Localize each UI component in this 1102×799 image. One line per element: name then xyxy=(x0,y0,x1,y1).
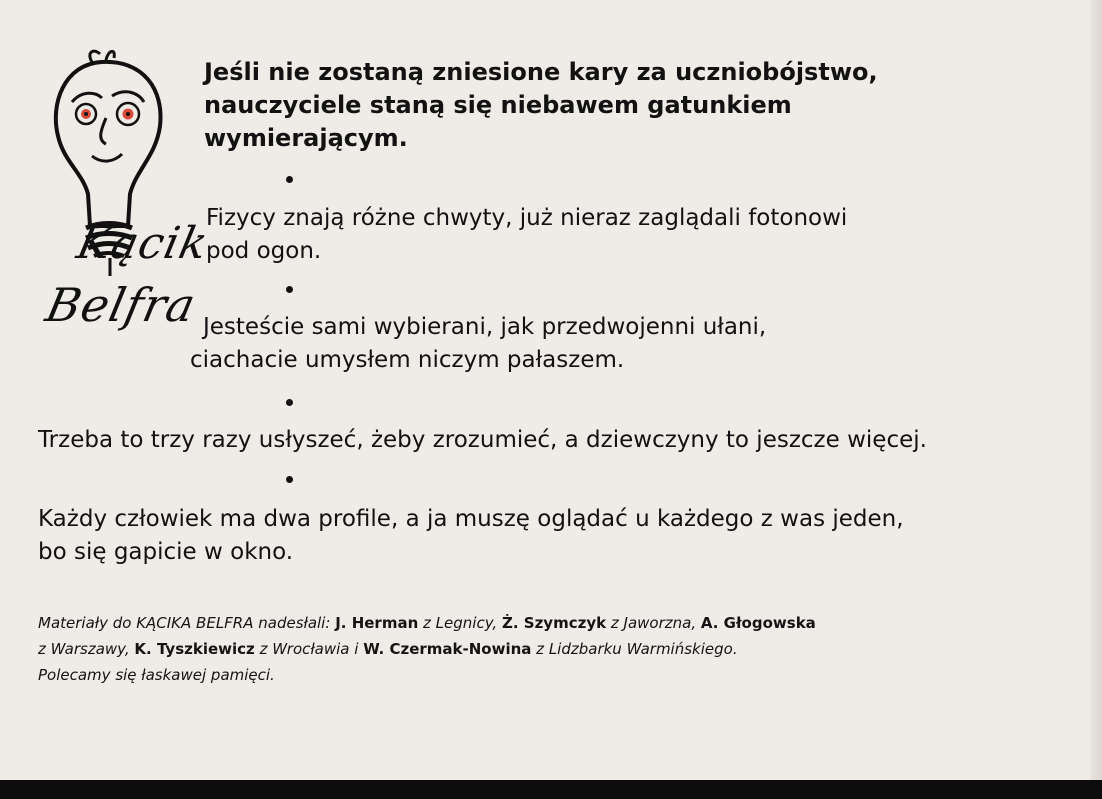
credits-line-2 xyxy=(38,636,1038,662)
quote-5 xyxy=(38,503,904,569)
separator-dot xyxy=(286,476,293,483)
contributor-place: z Jaworzna, xyxy=(610,614,697,632)
contributor-place: z Warszawy, xyxy=(38,640,130,658)
separator-dot xyxy=(286,286,293,293)
credits-line-1 xyxy=(38,610,1038,636)
quote-4 xyxy=(38,424,927,457)
adjacent-page-dark-photo xyxy=(1090,0,1102,799)
quote-3 xyxy=(190,311,767,377)
quote-4-line-1: Trzeba to trzy razy usłyszeć, żeby zrozumieć, a dziewczyny to jeszcze więcej. xyxy=(38,427,927,453)
quote-2-line-2: pod ogon. xyxy=(206,238,322,264)
quote-5-line-1: Każdy człowiek ma dwa profile, a ja muszę oglądać u każdego z was jeden, xyxy=(38,506,904,532)
contributor-place: z Lidzbarku Warmińskiego. xyxy=(536,640,738,658)
quote-3-line-1: Jesteście sami wybierani, jak przedwojenni ułani, xyxy=(203,314,767,340)
separator-dot xyxy=(286,176,293,183)
logo-title-line2: Belfra xyxy=(41,278,201,332)
credits xyxy=(38,610,1038,688)
quote-5-line-2: bo się gapicie w okno. xyxy=(38,539,294,565)
scan-bottom-border xyxy=(0,780,1102,799)
contributor-name: A. Głogowska xyxy=(700,614,816,632)
contributor-name: W. Czermak-Nowina xyxy=(363,640,532,658)
contributor-name: K. Tyszkiewicz xyxy=(134,640,255,658)
contributor-name: J. Herman xyxy=(335,614,419,632)
contributor-name: Ż. Szymczyk xyxy=(501,614,607,632)
quote-1-line-3: wymierającym. xyxy=(204,124,408,152)
credits-intro: Materiały do KĄCIKA BELFRA nadesłali: xyxy=(38,614,331,632)
contributor-place: z Wrocławia i xyxy=(259,640,359,658)
quote-1-line-2: nauczyciele staną się niebawem gatunkiem xyxy=(204,91,792,119)
logo-title-line1: Kącik xyxy=(72,218,213,269)
quote-2-line-1: Fizycy znają różne chwyty, już nieraz zaglądali fotonowi xyxy=(206,205,848,231)
quote-3-line-2: ciachacie umysłem niczym pałaszem. xyxy=(190,347,625,373)
separator-dot xyxy=(286,399,293,406)
quote-1 xyxy=(204,56,878,155)
quote-1-line-1: Jeśli nie zostaną zniesione kary za uczniobójstwo, xyxy=(204,58,878,86)
contributor-place: z Legnicy, xyxy=(423,614,498,632)
quote-2 xyxy=(206,202,847,268)
credits-closing: Polecamy się łaskawej pamięci. xyxy=(38,666,275,684)
